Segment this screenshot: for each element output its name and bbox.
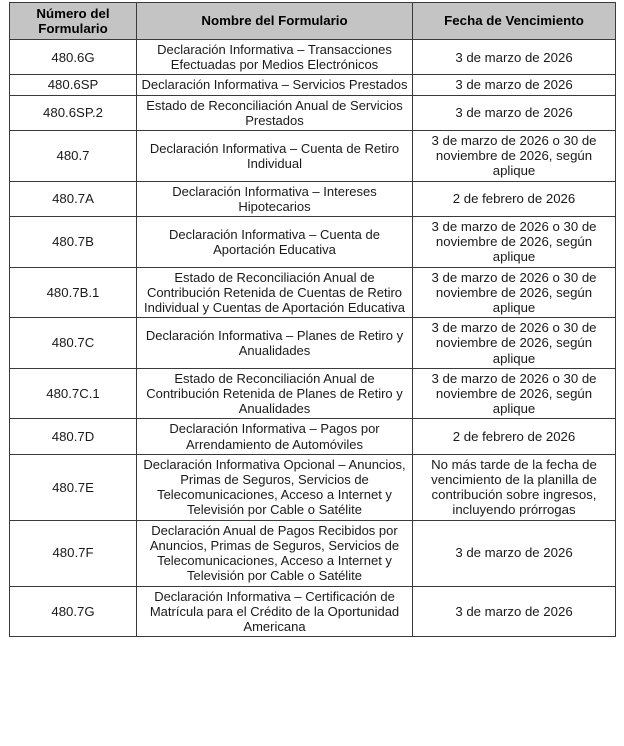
cell-due-date: No más tarde de la fecha de vencimiento de la planilla de contribución sobre ingresos, incluyendo prórrogas (413, 454, 616, 520)
table-row (10, 131, 616, 182)
cell-form-name: Estado de Reconciliación Anual de Contribución Retenida de Cuentas de Retiro Individual y Cuentas de Aportación Educativa (137, 267, 413, 318)
cell-due-date: 2 de febrero de 2026 (413, 181, 616, 216)
cell-form-name: Declaración Informativa – Cuenta de Aportación Educativa (137, 217, 413, 268)
cell-due-date: 3 de marzo de 2026 o 30 de noviembre de 2026, según aplique (413, 217, 616, 268)
table-row (10, 368, 616, 419)
cell-form-name: Declaración Anual de Pagos Recibidos por Anuncios, Primas de Seguros, Servicios de Telecomunicaciones, Acceso a Internet y Televisión por Cable o Satélite (137, 520, 413, 586)
cell-due-date: 2 de febrero de 2026 (413, 419, 616, 454)
cell-form-name: Declaración Informativa Opcional – Anuncios, Primas de Seguros, Servicios de Telecomunicaciones, Acceso a Internet y Televisión por Cable o Satélite (137, 454, 413, 520)
cell-due-date: 3 de marzo de 2026 o 30 de noviembre de 2026, según aplique (413, 318, 616, 369)
forms-due-dates-table (9, 2, 616, 637)
cell-due-date: 3 de marzo de 2026 (413, 75, 616, 95)
cell-form-name: Declaración Informativa – Cuenta de Retiro Individual (137, 131, 413, 182)
column-header-form-name: Nombre del Formulario (137, 3, 413, 40)
cell-form-number: 480.6G (10, 40, 137, 75)
cell-due-date: 3 de marzo de 2026 (413, 520, 616, 586)
table-row (10, 586, 616, 637)
cell-due-date: 3 de marzo de 2026 (413, 586, 616, 637)
cell-due-date: 3 de marzo de 2026 (413, 95, 616, 130)
cell-due-date: 3 de marzo de 2026 (413, 40, 616, 75)
table-row (10, 95, 616, 130)
cell-form-number: 480.6SP (10, 75, 137, 95)
cell-form-number: 480.7C (10, 318, 137, 369)
cell-form-name: Declaración Informativa – Certificación de Matrícula para el Crédito de la Oportunidad Americana (137, 586, 413, 637)
table-row (10, 520, 616, 586)
cell-due-date: 3 de marzo de 2026 o 30 de noviembre de 2026, según aplique (413, 131, 616, 182)
table-row (10, 40, 616, 75)
table-header (10, 3, 616, 40)
cell-form-number: 480.6SP.2 (10, 95, 137, 130)
cell-form-name: Declaración Informativa – Transacciones Efectuadas por Medios Electrónicos (137, 40, 413, 75)
table-row (10, 454, 616, 520)
table-row (10, 181, 616, 216)
cell-form-number: 480.7 (10, 131, 137, 182)
cell-form-name: Declaración Informativa – Pagos por Arrendamiento de Automóviles (137, 419, 413, 454)
cell-due-date: 3 de marzo de 2026 o 30 de noviembre de 2026, según aplique (413, 267, 616, 318)
cell-form-number: 480.7G (10, 586, 137, 637)
table-header-row (10, 3, 616, 40)
cell-form-name: Declaración Informativa – Intereses Hipotecarios (137, 181, 413, 216)
forms-table-container (9, 2, 615, 637)
cell-form-number: 480.7C.1 (10, 368, 137, 419)
cell-form-name: Declaración Informativa – Servicios Prestados (137, 75, 413, 95)
table-row (10, 217, 616, 268)
cell-form-name: Estado de Reconciliación Anual de Servicios Prestados (137, 95, 413, 130)
cell-form-number: 480.7E (10, 454, 137, 520)
column-header-due-date: Fecha de Vencimiento (413, 3, 616, 40)
cell-form-number: 480.7B.1 (10, 267, 137, 318)
cell-form-name: Declaración Informativa – Planes de Retiro y Anualidades (137, 318, 413, 369)
table-row (10, 419, 616, 454)
cell-form-number: 480.7F (10, 520, 137, 586)
table-row (10, 75, 616, 95)
column-header-form-number: Número del Formulario (10, 3, 137, 40)
cell-form-name: Estado de Reconciliación Anual de Contribución Retenida de Planes de Retiro y Anualidades (137, 368, 413, 419)
cell-form-number: 480.7D (10, 419, 137, 454)
table-row (10, 318, 616, 369)
table-body (10, 40, 616, 637)
cell-due-date: 3 de marzo de 2026 o 30 de noviembre de 2026, según aplique (413, 368, 616, 419)
table-row (10, 267, 616, 318)
cell-form-number: 480.7A (10, 181, 137, 216)
cell-form-number: 480.7B (10, 217, 137, 268)
